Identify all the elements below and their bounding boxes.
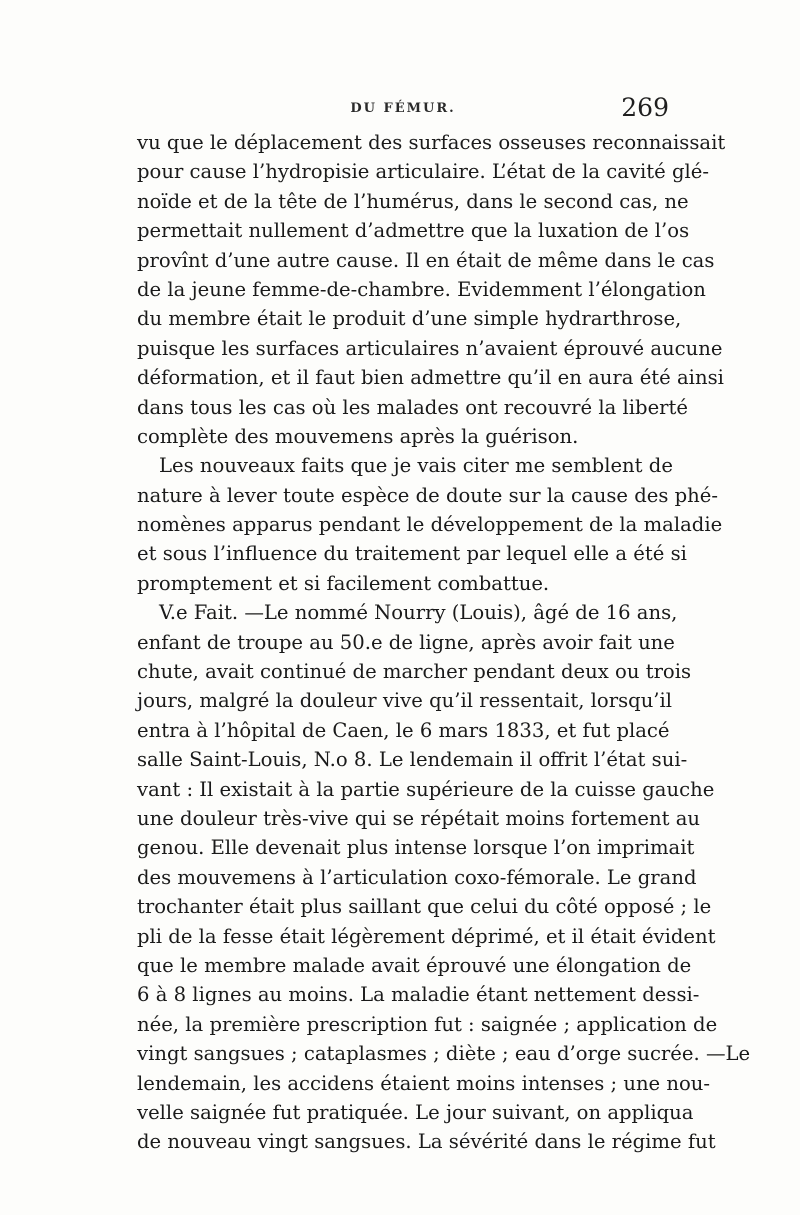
text-line: que le membre malade avait éprouvé une élongation de <box>137 953 692 977</box>
text-line: de nouveau vingt sangsues. La sévérité dans le régime fut <box>137 1130 716 1154</box>
text-line: promptement et si facilement combattue. <box>137 571 550 595</box>
text-line: salle Saint-Louis, N.o 8. Le lendemain il offrit l’état sui- <box>137 748 688 772</box>
running-title: DU FÉMUR. <box>350 101 456 116</box>
text-line: velle saignée fut pratiquée. Le jour suivant, on appliqua <box>137 1100 694 1124</box>
text-line: genou. Elle devenait plus intense lorsque l’on imprimait <box>137 836 695 860</box>
text-line: et sous l’influence du traitement par lequel elle a été si <box>137 542 687 566</box>
text-line: enfant de troupe au 50.e de ligne, après avoir fait une <box>137 630 675 654</box>
text-line: trochanter était plus saillant que celui du côté opposé ; le <box>137 895 712 919</box>
text-line: noïde et de la tête de l’humérus, dans le second cas, ne <box>137 189 689 213</box>
body-text <box>137 128 751 1157</box>
text-line: née, la première prescription fut : saignée ; application de <box>137 1012 718 1036</box>
text-line: nomènes apparus pendant le développement de la maladie <box>137 513 723 537</box>
text-line: jours, malgré la douleur vive qu’il ressentait, lorsqu’il <box>137 689 673 713</box>
text-line: dans tous les cas où les malades ont recouvré la liberté <box>137 395 689 419</box>
text-line: pour cause l’hydropisie articulaire. L’état de la cavité glé- <box>137 160 710 184</box>
text-line: du membre était le produit d’une simple hydrarthrose, <box>137 307 682 331</box>
text-line: entra à l’hôpital de Caen, le 6 mars 1833, et fut placé <box>137 718 670 742</box>
text-line: puisque les surfaces articulaires n’avaient éprouvé aucune <box>137 336 723 360</box>
text-line: permettait nullement d’admettre que la luxation de l’os <box>137 219 690 243</box>
text-line: nature à lever toute espèce de doute sur la cause des phé- <box>137 483 719 507</box>
text-line: vant : Il existait à la partie supérieure de la cuisse gauche <box>137 777 715 801</box>
text-line: vu que le déplacement des surfaces osseuses reconnaissait <box>137 131 726 154</box>
text-line: une douleur très-vive qui se répétait moins fortement au <box>137 806 701 830</box>
text-line: déformation, et il faut bien admettre qu’il en aura été ainsi <box>137 366 724 390</box>
text-line: des mouvemens à l’articulation coxo-fémorale. Le grand <box>137 865 697 889</box>
text-line: provînt d’une autre cause. Il en était de même dans le cas <box>137 248 715 272</box>
text-line: Les nouveaux faits que je vais citer me semblent de <box>159 454 673 478</box>
text-line: vingt sangsues ; cataplasmes ; diète ; eau d’orge sucrée. —Le <box>137 1042 751 1066</box>
text-line: complète des mouvemens après la guérison. <box>137 424 579 448</box>
text-line: V.e Fait. —Le nommé Nourry (Louis), âgé de 16 ans, <box>159 601 678 625</box>
text-line: pli de la fesse était légèrement déprimé, et il était évident <box>137 924 716 948</box>
text-line: de la jeune femme-de-chambre. Evidemment l’élongation <box>137 277 706 301</box>
text-line: 6 à 8 lignes au moins. La maladie étant nettement dessi- <box>137 983 700 1007</box>
text-line: chute, avait continué de marcher pendant deux ou trois <box>137 660 692 684</box>
page-number: 269 <box>621 93 669 122</box>
running-head <box>137 93 669 123</box>
text-line: lendemain, les accidens étaient moins intenses ; une nou- <box>137 1071 711 1095</box>
